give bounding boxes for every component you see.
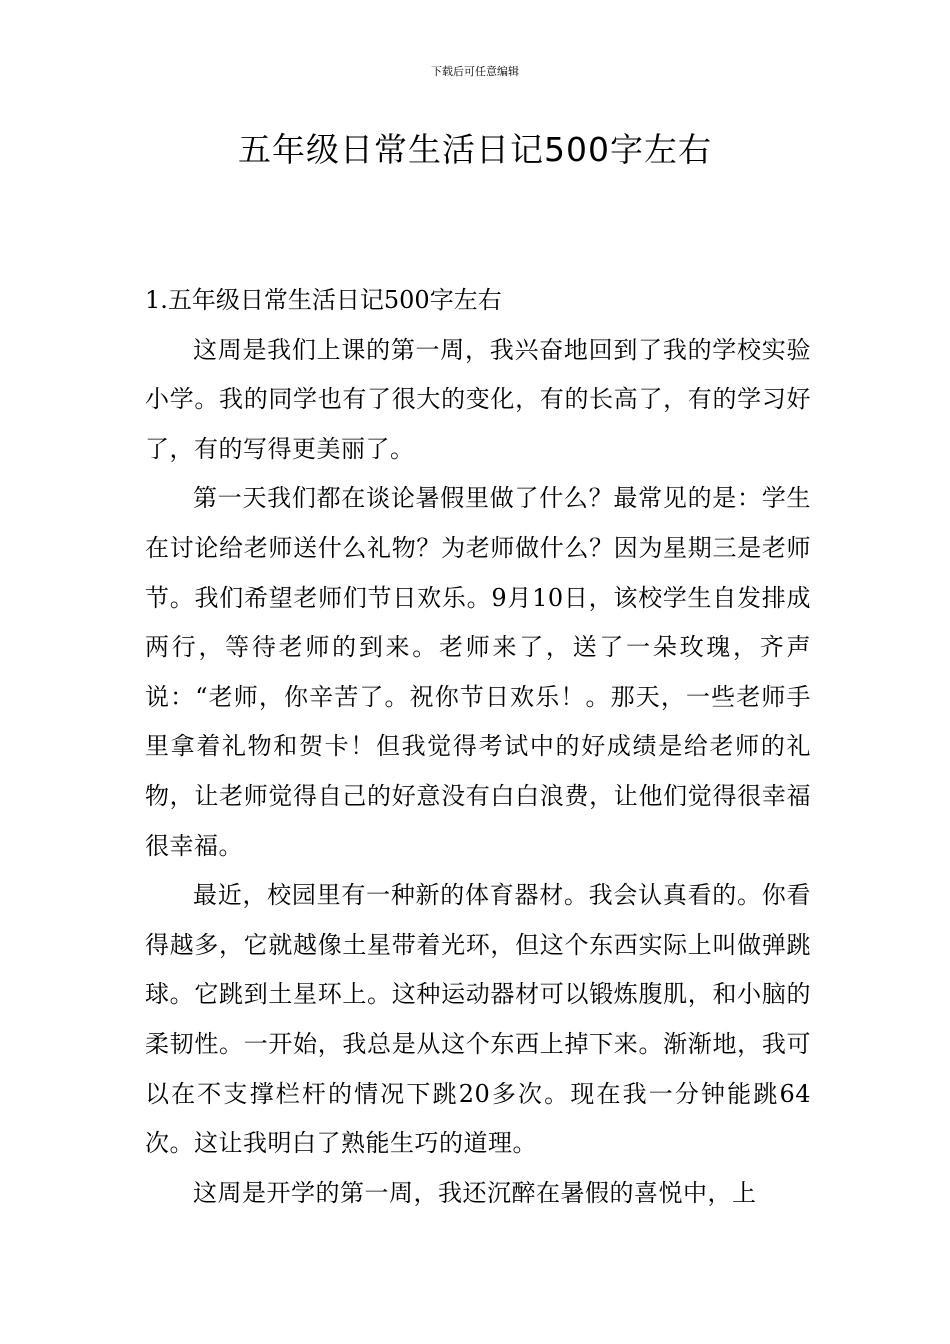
paragraph: 这周是我们上课的第一周，我兴奋地回到了我的学校实验小学。我的同学也有了很大的变化，有的长高了，有的学习好了，有的写得更美丽了。 [145,335,811,463]
paragraph: 这周是开学的第一周，我还沉醉在暑假的喜悦中，上 [193,1178,757,1207]
document-body [145,276,811,1218]
header-note: 下载后可任意编辑 [431,65,519,78]
document-title: 五年级日常生活日记500字左右 [238,130,712,169]
paragraph: 最近，校园里有一种新的体育器材。我会认真看的。你看得越多，它就越像土星带着光环，但这个东西实际上叫做弹跳球。它跳到土星环上。这种运动器材可以锻炼腹肌，和小脑的柔韧性。一开始，我总是从这个东西上掉下来。渐渐地，我可以在不支撑栏杆的情况下跳20多次。现在我一分钟能跳64次。这让我明白了熟能生巧的道理。 [145,881,811,1158]
section-heading: 1.五年级日常生活日记500字左右 [145,286,502,314]
paragraph: 第一天我们都在谈论暑假里做了什么？最常见的是：学生在讨论给老师送什么礼物？为老师做什么？因为星期三是老师节。我们希望老师们节日欢乐。9月10日，该校学生自发排成两行，等待老师的到来。老师来了，送了一朵玫瑰，齐声说：“老师，你辛苦了。祝你节日欢乐！。那天，一些老师手里拿着礼物和贺卡！但我觉得考试中的好成绩是给老师的礼物，让老师觉得自己的好意没有白白浪费，让他们觉得很幸福很幸福。 [145,484,811,860]
